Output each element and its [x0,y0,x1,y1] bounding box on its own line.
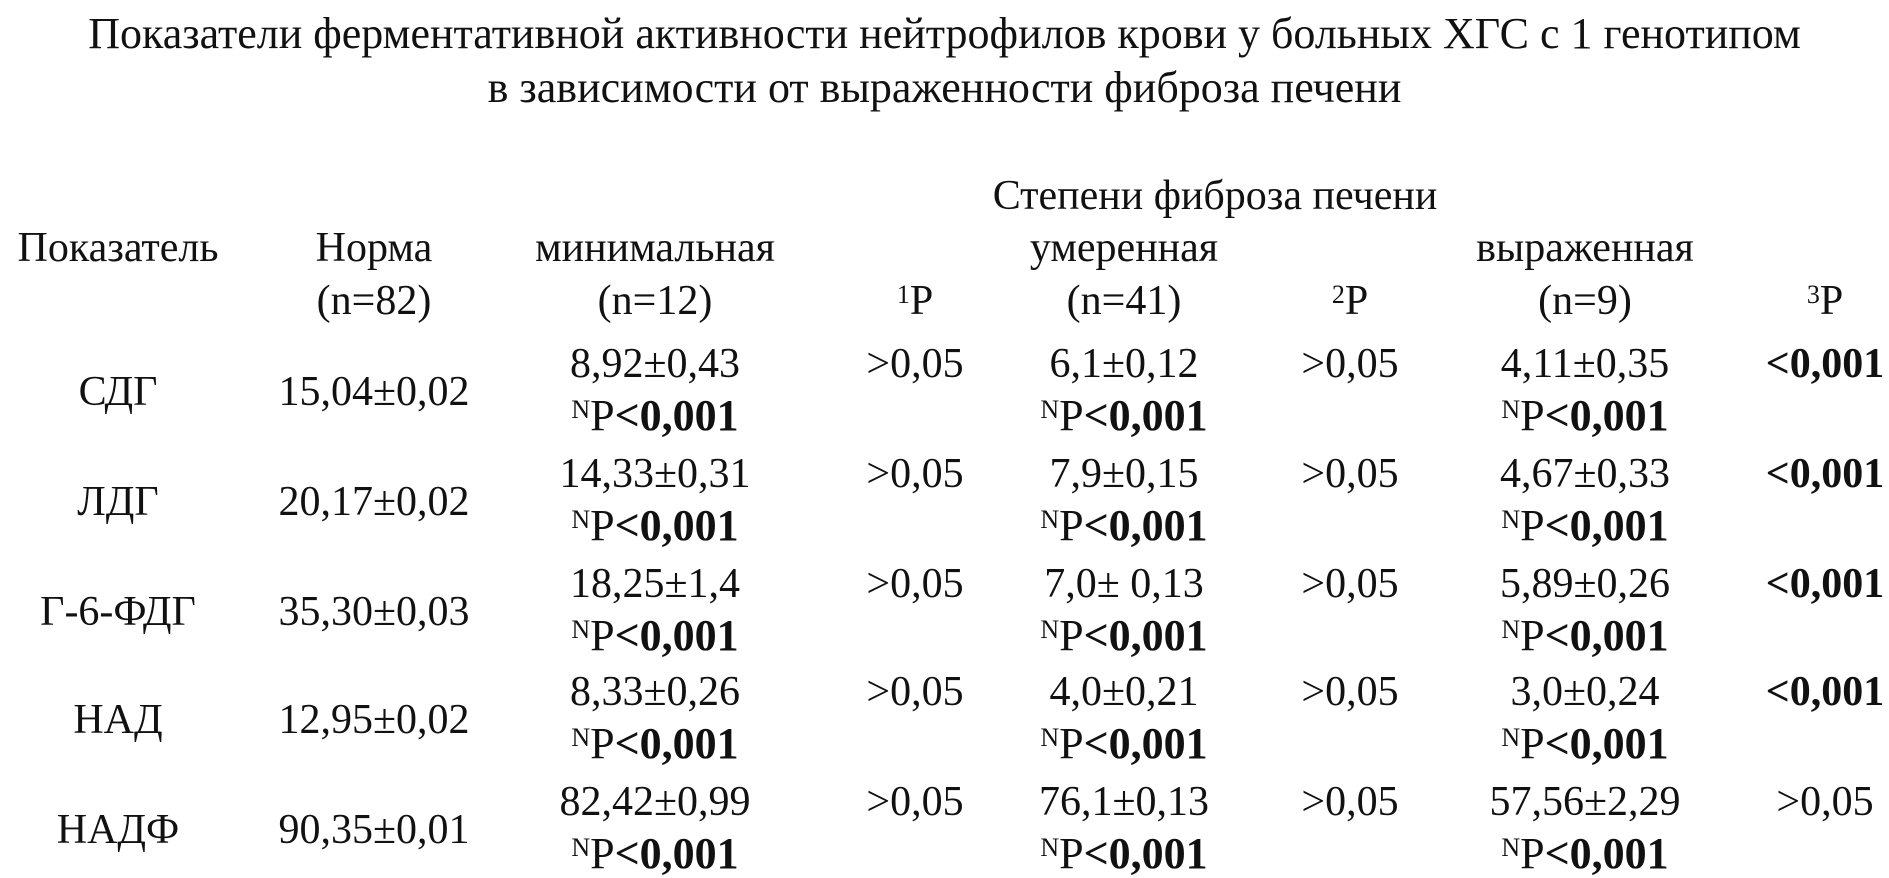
np-value: <0,001 [1083,829,1208,878]
row-mod-np-significance [1040,612,1207,660]
row-severe-value: 5,89±0,26 [1499,561,1671,607]
row-p2-value: >0,05 [1301,669,1399,715]
np-value: <0,001 [1544,391,1669,440]
np-value: <0,001 [1083,719,1208,768]
header-severe-n: (n=9) [1538,278,1632,324]
row-severe-value: 4,67±0,33 [1499,451,1671,497]
np-superscript: N [1040,833,1060,862]
np-superscript: N [1040,723,1060,752]
row-minimal-value: 82,42±0,99 [559,779,751,825]
row-minimal-value: 8,92±0,43 [569,341,741,387]
group-header: Степени фиброза печени [992,173,1438,219]
np-value: <0,001 [1544,611,1669,660]
row-mod-np-significance [1040,720,1207,768]
row-p1-value: >0,05 [866,451,964,497]
header-norm: Норма [315,225,433,271]
np-superscript: N [571,615,591,644]
np-letter: P [1059,391,1084,440]
row-p1-value: >0,05 [866,341,964,387]
np-value: <0,001 [1544,829,1669,878]
header-severe: выраженная [1476,225,1694,271]
np-value: <0,001 [614,501,739,550]
np-letter: P [1520,829,1545,878]
row-sev-np-significance [1501,720,1668,768]
row-minimal-value: 8,33±0,26 [569,669,741,715]
np-value: <0,001 [614,391,739,440]
row-p3-value: >0,05 [1776,779,1874,825]
p2-superscript: 2 [1331,280,1345,309]
header-p2 [1332,277,1368,325]
row-p1-value: >0,05 [866,669,964,715]
title-line-1: Показатели ферментативной активности нейтрофилов крови у больных ХГС с 1 генотипом [88,9,1801,58]
row-min-np-significance [571,502,738,550]
row-moderate-value: 7,0± 0,13 [1044,561,1204,607]
row-p3-value: <0,001 [1765,451,1885,497]
row-mod-np-significance [1040,830,1207,878]
np-letter: P [1059,501,1084,550]
row-moderate-value: 7,9±0,15 [1049,451,1199,497]
row-sev-np-significance [1501,830,1668,878]
np-superscript: N [571,505,591,534]
header-p3 [1807,277,1843,325]
header-moderate-n: (n=41) [1066,278,1182,324]
row-p2-value: >0,05 [1301,779,1399,825]
np-superscript: N [571,723,591,752]
row-severe-value: 3,0±0,24 [1510,669,1660,715]
p2-letter: P [1344,278,1369,324]
p3-letter: P [1819,278,1844,324]
row-norm-value: 12,95±0,02 [278,697,470,743]
row-sev-np-significance [1501,612,1668,660]
np-superscript: N [1501,615,1521,644]
row-mod-np-significance [1040,502,1207,550]
np-superscript: N [1501,723,1521,752]
row-norm-value: 35,30±0,03 [278,589,470,635]
np-letter: P [590,829,615,878]
p1-letter: P [909,278,934,324]
row-indicator-name: НАДФ [56,807,180,853]
np-superscript: N [1501,395,1521,424]
np-letter: P [1520,719,1545,768]
row-severe-value: 4,11±0,35 [1500,341,1670,387]
row-indicator-name: СДГ [78,369,158,415]
row-moderate-value: 6,1±0,12 [1049,341,1199,387]
np-superscript: N [571,395,591,424]
row-p1-value: >0,05 [866,779,964,825]
row-minimal-value: 18,25±1,4 [569,561,741,607]
header-norm-n: (n=82) [316,278,432,324]
row-p3-value: <0,001 [1765,561,1885,607]
np-value: <0,001 [614,829,739,878]
np-superscript: N [1040,505,1060,534]
row-norm-value: 90,35±0,01 [278,807,470,853]
row-min-np-significance [571,830,738,878]
np-letter: P [1059,829,1084,878]
np-value: <0,001 [614,611,739,660]
np-value: <0,001 [1083,611,1208,660]
np-superscript: N [571,833,591,862]
np-letter: P [1520,501,1545,550]
row-p3-value: <0,001 [1765,669,1885,715]
row-indicator-name: НАД [73,697,163,743]
p3-superscript: 3 [1806,280,1820,309]
np-letter: P [590,611,615,660]
row-sev-np-significance [1501,502,1668,550]
header-indicator: Показатель [17,225,219,271]
row-norm-value: 15,04±0,02 [278,369,470,415]
header-minimal: минимальная [535,225,775,271]
np-superscript: N [1040,615,1060,644]
np-letter: P [590,391,615,440]
np-value: <0,001 [1083,501,1208,550]
np-value: <0,001 [614,719,739,768]
np-value: <0,001 [1083,391,1208,440]
np-letter: P [1520,611,1545,660]
p1-superscript: 1 [896,280,910,309]
row-indicator-name: ЛДГ [77,479,159,525]
header-p1 [897,277,933,325]
row-min-np-significance [571,392,738,440]
row-norm-value: 20,17±0,02 [278,479,470,525]
row-p2-value: >0,05 [1301,561,1399,607]
np-value: <0,001 [1544,501,1669,550]
title-line-2: в зависимости от выраженности фиброза печени [487,63,1402,112]
row-moderate-value: 76,1±0,13 [1038,779,1210,825]
row-indicator-name: Г-6-ФДГ [40,589,196,635]
np-letter: P [1059,719,1084,768]
np-superscript: N [1501,833,1521,862]
np-value: <0,001 [1544,719,1669,768]
row-p2-value: >0,05 [1301,451,1399,497]
row-moderate-value: 4,0±0,21 [1049,669,1199,715]
np-letter: P [590,501,615,550]
row-min-np-significance [571,720,738,768]
np-letter: P [590,719,615,768]
np-superscript: N [1501,505,1521,534]
row-mod-np-significance [1040,392,1207,440]
row-severe-value: 57,56±2,29 [1489,779,1681,825]
row-p1-value: >0,05 [866,561,964,607]
np-letter: P [1520,391,1545,440]
header-minimal-n: (n=12) [597,278,713,324]
row-min-np-significance [571,612,738,660]
row-sev-np-significance [1501,392,1668,440]
header-moderate: умеренная [1029,225,1219,271]
np-superscript: N [1040,395,1060,424]
row-p2-value: >0,05 [1301,341,1399,387]
row-p3-value: <0,001 [1765,341,1885,387]
np-letter: P [1059,611,1084,660]
row-minimal-value: 14,33±0,31 [559,451,751,497]
